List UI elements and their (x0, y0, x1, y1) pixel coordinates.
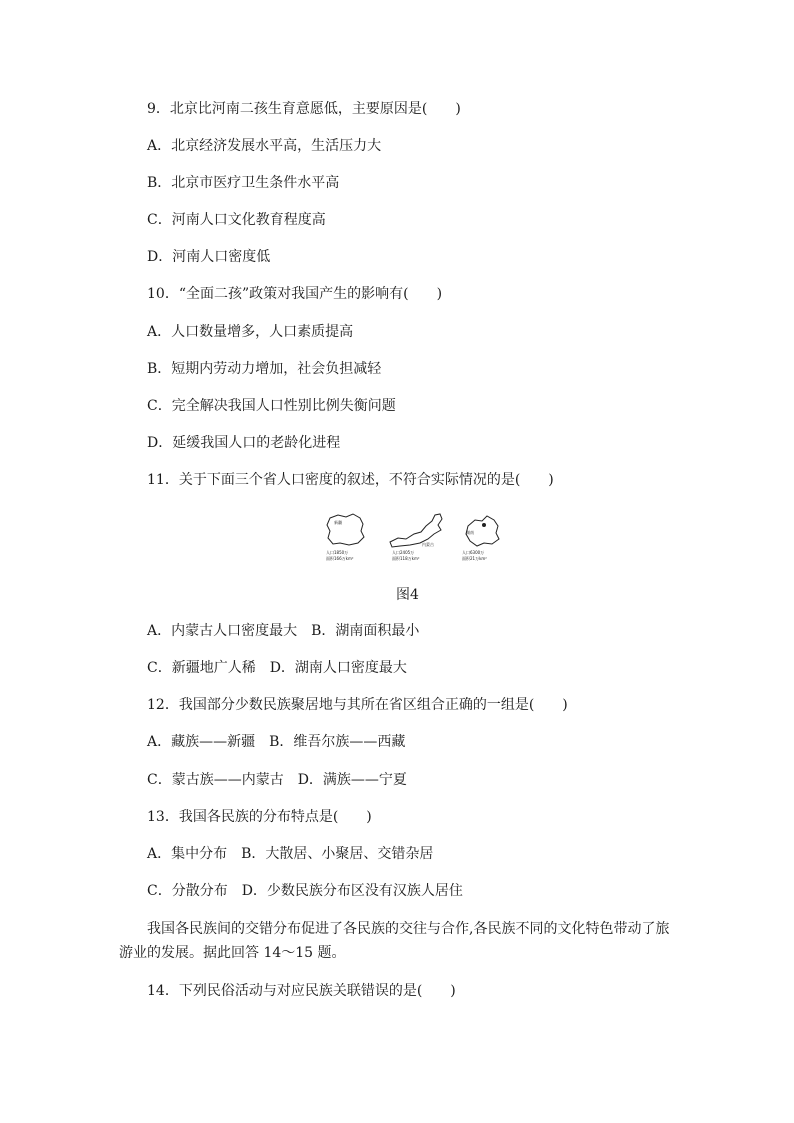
question-13-stem: 13．我国各民族的分布特点是( ) (147, 809, 372, 825)
question-9-stem: 9．北京比河南二孩生育意愿低，主要原因是( ) (147, 101, 461, 117)
question-11-option-cd: C．新疆地广人稀 D．湖南人口密度最大 (147, 660, 407, 676)
map-xinjiang (322, 512, 372, 564)
question-11-stem: 11．关于下面三个省人口密度的叙述，不符合实际情况的是( ) (147, 472, 554, 488)
question-10-option-d: D．延缓我国人口的老龄化进程 (147, 435, 341, 451)
map-hunan (458, 512, 508, 564)
map-pop-neimenggu: 人口2405万 (392, 550, 415, 555)
passage-line-2: 游业的发展。据此回答 14～15 题。 (119, 945, 346, 961)
map-name-xinjiang: 新疆 (334, 520, 342, 525)
question-13-option-cd: C．分散分布 D．少数民族分布区没有汉族人居住 (147, 883, 463, 899)
question-10-option-c: C．完全解决我国人口性别比例失衡问题 (147, 398, 396, 414)
question-11-option-ab: A．内蒙古人口密度最大 B．湖南面积最小 (147, 623, 420, 639)
question-9-option-b: B．北京市医疗卫生条件水平高 (147, 175, 340, 191)
question-10-stem: 10．“全面二孩”政策对我国产生的影响有( ) (147, 286, 443, 302)
map-area-hunan: 面积21万km² (462, 556, 487, 561)
question-12-option-ab: A．藏族——新疆 B．维吾尔族——西藏 (147, 734, 406, 750)
question-9-option-c: C．河南人口文化教育程度高 (147, 212, 326, 228)
xinjiang-outline-icon (322, 512, 372, 550)
figure-caption: 图4 (396, 587, 419, 603)
question-10-option-a: A．人口数量增多，人口素质提高 (147, 324, 354, 340)
passage-line-1: 我国各民族间的交错分布促进了各民族的交往与合作,各民族不同的文化特色带动了旅 (147, 921, 670, 937)
question-9-option-a: A．北京经济发展水平高，生活压力大 (147, 138, 382, 154)
map-area-neimenggu: 面积118万km² (392, 556, 420, 561)
question-10-option-b: B．短期内劳动力增加，社会负担减轻 (147, 361, 382, 377)
question-14-stem: 14．下列民俗活动与对应民族关联错误的是( ) (147, 983, 456, 999)
question-9-option-d: D．河南人口密度低 (147, 249, 271, 265)
question-12-stem: 12．我国部分少数民族聚居地与其所在省区组合正确的一组是( ) (147, 697, 568, 713)
neimenggu-outline-icon (388, 512, 448, 550)
question-12-option-cd: C．蒙古族——内蒙古 D．满族——宁夏 (147, 772, 407, 788)
map-name-hunan: 湖南 (466, 530, 474, 535)
province-maps-figure (322, 512, 508, 564)
question-13-option-ab: A．集中分布 B．大散居、小聚居、交错杂居 (147, 846, 434, 862)
map-name-neimenggu: 内蒙古 (422, 542, 434, 547)
map-area-xinjiang: 面积166万km² (326, 556, 354, 561)
map-neimenggu (388, 512, 448, 564)
map-pop-hunan: 人口6300万 (462, 550, 485, 555)
map-pop-xinjiang: 人口1850万 (326, 550, 349, 555)
